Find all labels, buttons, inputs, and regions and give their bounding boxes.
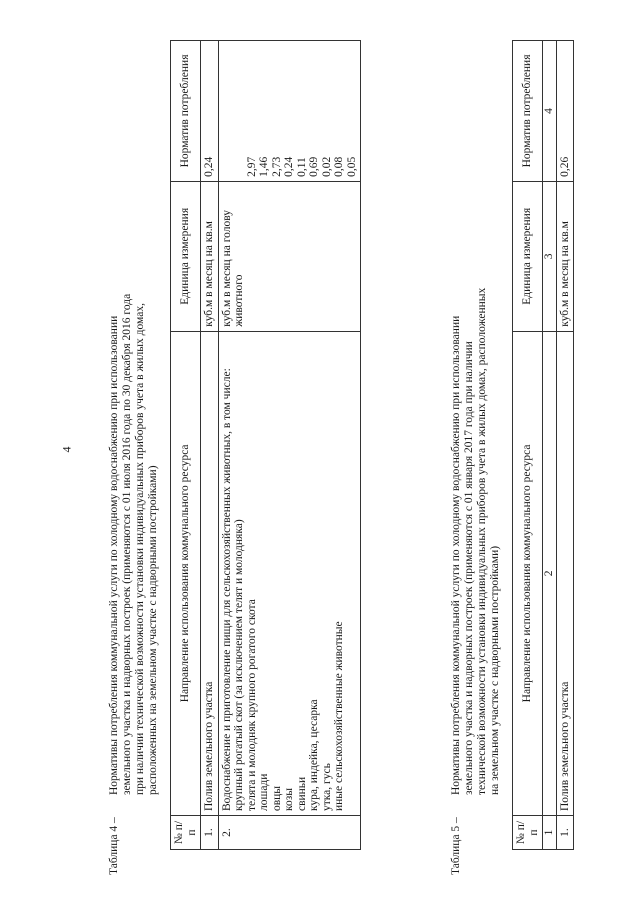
table4-caption-line: Нормативы потребления коммунальной услуги по холодному водоснабжению при использовании bbox=[108, 315, 120, 795]
animal-name: иные сельскохозяйственные животные bbox=[333, 621, 345, 812]
col-number: 4 bbox=[543, 41, 557, 182]
table5-header-row bbox=[513, 41, 543, 850]
row-unit: куб.м в месяц на голову животного bbox=[218, 181, 361, 331]
row-num: 2. bbox=[218, 816, 361, 850]
col-number: 3 bbox=[543, 181, 557, 331]
header-direction: Направление использования коммунального ресурса bbox=[513, 331, 543, 815]
animal-value: 2,97 bbox=[245, 156, 258, 177]
table-row bbox=[556, 41, 574, 850]
animal-value: 2,73 bbox=[270, 156, 283, 177]
page-number: 4 bbox=[59, 446, 74, 453]
row-value: 0,24 bbox=[201, 41, 219, 182]
table4-caption bbox=[108, 75, 160, 875]
animal-name: козы bbox=[283, 788, 295, 812]
row-value: 0,26 bbox=[556, 41, 574, 182]
animal-name: крупный рогатый скот (за исключением телят и молодняка) bbox=[233, 519, 245, 812]
row-unit: куб.м в месяц на кв.м bbox=[556, 181, 574, 331]
row-direction: Водоснабжение и приготовление пищи для сельскохозяйственных животных, в том числе: bbox=[220, 368, 233, 812]
animal-value: 0,69 bbox=[308, 156, 320, 177]
row-unit: куб.м в месяц на кв.м bbox=[201, 181, 219, 331]
animal-name: лошади bbox=[258, 773, 270, 812]
header-unit: Единица измерения bbox=[513, 181, 543, 331]
table5-caption-line: на земельном участке с надворными постройками) bbox=[489, 545, 501, 795]
animal-value: 1,46 bbox=[258, 156, 270, 177]
animal-name: овцы bbox=[270, 785, 283, 812]
animal-value: 0,08 bbox=[333, 156, 345, 177]
row-direction: Полив земельного участка bbox=[201, 331, 219, 815]
table5-caption-lead: Таблица 5 – bbox=[450, 817, 462, 875]
table5-colnum-row bbox=[543, 41, 557, 850]
header-norm: Норматив потребления bbox=[513, 41, 543, 182]
table4 bbox=[170, 40, 361, 850]
table4-caption-line: расположенных на земельном участке с надворными постройками) bbox=[147, 465, 159, 795]
col-number: 2 bbox=[543, 331, 557, 815]
row-direction-group bbox=[218, 331, 361, 815]
row-num: 1. bbox=[556, 816, 574, 850]
header-norm: Норматив потребления bbox=[171, 41, 201, 182]
table4-header-row bbox=[171, 41, 201, 850]
animal-value: 0,05 bbox=[345, 156, 358, 177]
table4-caption-lead: Таблица 4 – bbox=[108, 817, 120, 875]
table-row bbox=[201, 41, 219, 850]
table5-caption-line: технической возможности установки индивидуальных приборов учета в жилых домах, расположенных bbox=[476, 287, 488, 795]
row-direction: Полив земельного участка bbox=[556, 331, 574, 815]
table5-caption-line: земельного участка и надворных построек (применяются с 01 января 2017 года при наличии bbox=[463, 341, 475, 795]
animal-value: 0,02 bbox=[320, 156, 333, 177]
header-num: № п/п bbox=[171, 816, 201, 850]
animal-name: телята и молодняк крупного рогатого скота bbox=[245, 599, 258, 812]
animal-name: свиньи bbox=[295, 776, 308, 812]
table5-caption-line: Нормативы потребления коммунальной услуги по холодному водоснабжению при использовании bbox=[450, 315, 462, 795]
table5 bbox=[512, 40, 574, 850]
animal-values bbox=[218, 41, 361, 182]
table4-caption-line: земельного участка и надворных построек (применяются с 01 июля 2016 года по 30 декабря 2016 года bbox=[121, 293, 133, 795]
table4-caption-line: при наличии технической возможности установки индивидуальных приборов учета в жилых домах, bbox=[134, 303, 146, 795]
animal-value: 0,24 bbox=[283, 156, 295, 177]
header-num: № п/п bbox=[513, 816, 543, 850]
header-direction: Направление использования коммунального ресурса bbox=[171, 331, 201, 815]
row-num: 1. bbox=[201, 816, 219, 850]
table5-caption bbox=[450, 75, 502, 875]
animal-name: кура, индейка, цесарка bbox=[308, 699, 320, 812]
header-unit: Единица измерения bbox=[171, 181, 201, 331]
table-row bbox=[218, 41, 361, 850]
animal-value: 0,11 bbox=[295, 157, 308, 177]
col-number: 1 bbox=[543, 816, 557, 850]
animal-name: утка, гусь bbox=[320, 763, 333, 812]
